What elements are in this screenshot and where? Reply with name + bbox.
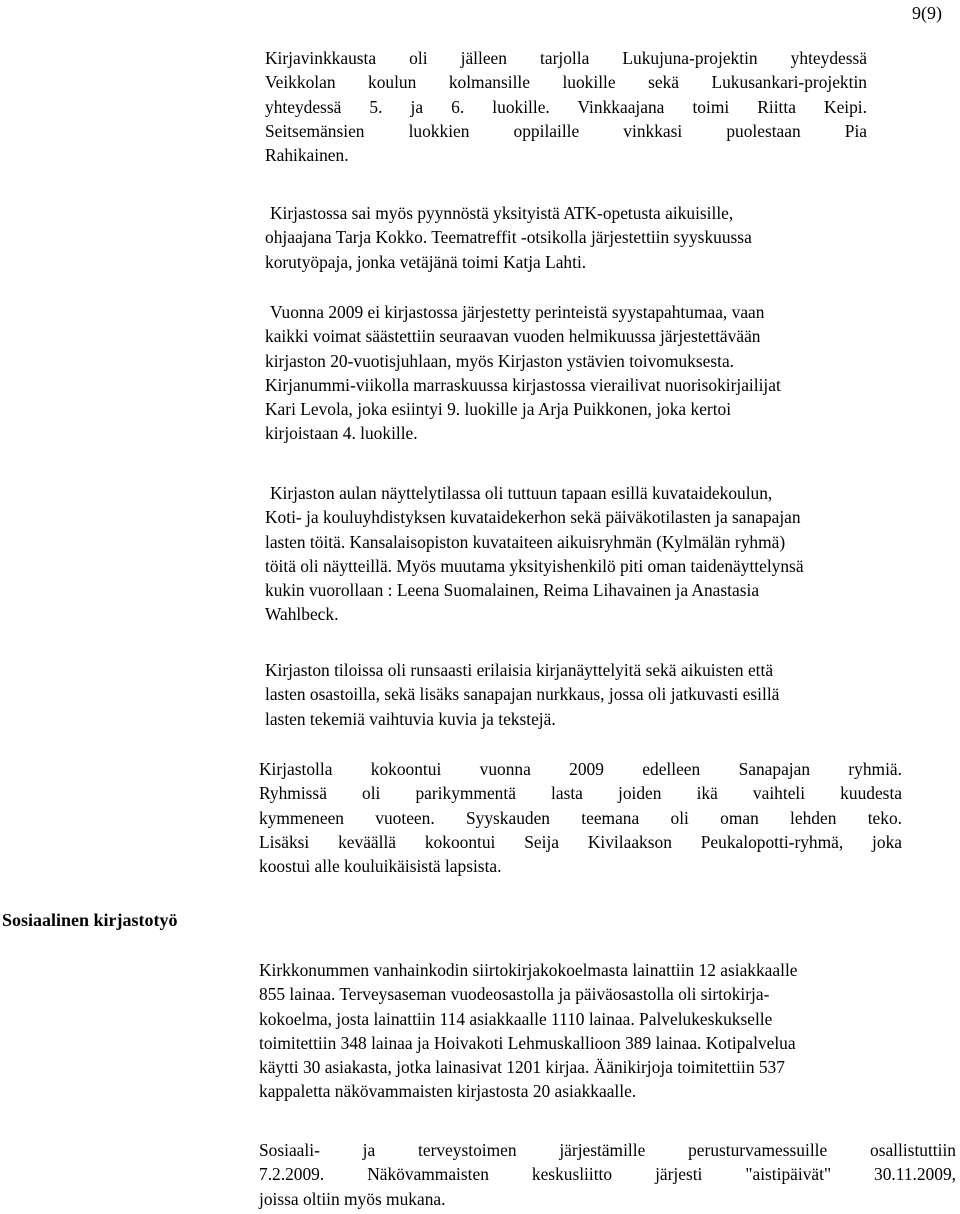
paragraph-line: 855 lainaa. Terveysaseman vuodeosastolla ja päiväosastolla oli sirtokirja-: [259, 984, 770, 1005]
paragraph-line: Kirjastossa sai myös pyynnöstä yksityistä ATK-opetusta aikuisille,: [270, 203, 734, 223]
paragraph-line: Vuonna 2009 ei kirjastossa järjestetty perinteistä syystapahtumaa, vaan: [270, 302, 765, 322]
paragraph-line: yhteydessä 5. ja 6. luokille. Vinkkaajana toimi Riitta Keipi.: [265, 96, 867, 117]
paragraph-line: käytti 30 asiakasta, jotka lainasivat 1201 kirjaa. Äänikirjoja toimitettiin 537: [259, 1057, 785, 1078]
paragraph-line: ohjaajana Tarja Kokko. Teematreffit -otsikolla järjestettiin syyskuussa: [265, 227, 752, 248]
paragraph-anniversary: [265, 300, 955, 446]
paragraph-line: lasten töitä. Kansalaisopiston kuvataiteen aikuisryhmän (Kylmälän ryhmä): [265, 531, 786, 552]
paragraph-wordshop-groups: [259, 757, 902, 878]
paragraph-book-displays: [265, 658, 955, 731]
paragraph-exhibitions: [265, 481, 955, 627]
paragraph-line: joissa oltiin myös mukana.: [259, 1188, 446, 1209]
paragraph-line: kirjoistaan 4. luokille.: [265, 423, 418, 444]
paragraph-line: Kirjastolla kokoontui vuonna 2009 edelleen Sanapajan ryhmiä.: [259, 759, 902, 779]
paragraph-line: Kirjanummi-viikolla marraskuussa kirjastossa vierailivat nuorisokirjailijat: [265, 374, 781, 395]
paragraph-line: Koti- ja kouluyhdistyksen kuvataidekerhon sekä päiväkotilasten ja sanapajan: [265, 507, 801, 528]
paragraph-line: 7.2.2009. Näkövammaisten keskusliitto järjesti "aistipäivät" 30.11.2009,: [259, 1164, 956, 1185]
paragraph-line: lasten osastoilla, sekä lisäks sanapajan nurkkaus, jossa oli jatkuvasti esillä: [265, 684, 780, 705]
page-number: 9(9): [912, 3, 942, 23]
paragraph-line: Wahlbeck.: [265, 604, 339, 625]
paragraph-line: töitä oli näytteillä. Myös muutama yksityishenkilö piti oman taidenäyttelynsä: [265, 555, 804, 576]
paragraph-line: Kirjavinkkausta oli jälleen tarjolla Lukujuna-projektin yhteydessä: [265, 48, 867, 68]
paragraph-line: kokoelma, josta lainattiin 114 asiakkaalle 1110 lainaa. Palvelukeskukselle: [259, 1008, 773, 1029]
paragraph-line: korutyöpaja, jonka vetäjänä toimi Katja Lahti.: [265, 251, 587, 272]
paragraph-events: [259, 1138, 956, 1211]
paragraph-line: toimitettiin 348 lainaa ja Hoivakoti Lehmuskallioon 389 lainaa. Kotipalvelua: [259, 1032, 796, 1053]
paragraph-line: kymmeneen vuoteen. Syyskauden teemana oli oman lehden teko.: [259, 807, 902, 828]
paragraph-line: Rahikainen.: [265, 145, 349, 166]
paragraph-line: koostui alle kouluikäisistä lapsista.: [259, 856, 502, 877]
paragraph-line: Sosiaali- ja terveystoimen järjestämille perusturvamessuille osallistuttiin: [259, 1140, 956, 1160]
paragraph-line: kappaletta näkövammaisten kirjastosta 20 asiakkaalle.: [259, 1081, 637, 1102]
paragraph-line: kaikki voimat säästettiin seuraavan vuoden helmikuussa järjestettävään: [265, 326, 761, 347]
paragraph-booktalking: [265, 46, 867, 167]
paragraph-it-training: [265, 201, 905, 274]
paragraph-line: Kirjaston aulan näyttelytilassa oli tuttuun tapaan esillä kuvataidekoulun,: [270, 483, 773, 503]
paragraph-line: Veikkolan koulun kolmansille luokille sekä Lukusankari-projektin: [265, 72, 867, 93]
paragraph-line: kukin vuorollaan : Leena Suomalainen, Reima Lihavainen ja Anastasia: [265, 580, 760, 601]
paragraph-line: Lisäksi keväällä kokoontui Seija Kivilaakson Peukalopotti-ryhmä, joka: [259, 831, 902, 852]
paragraph-line: Kari Levola, joka esiintyi 9. luokille ja Arja Puikkonen, joka kertoi: [265, 399, 732, 420]
paragraph-line: Ryhmissä oli parikymmentä lasta joiden ikä vaihteli kuudesta: [259, 783, 902, 804]
paragraph-line: kirjaston 20-vuotisjuhlaan, myös Kirjaston ystävien toivomuksesta.: [265, 350, 735, 371]
paragraph-line: Kirkkonummen vanhainkodin siirtokirjakokoelmasta lainattiin 12 asiakkaalle: [259, 960, 798, 980]
section-side-heading: Sosiaalinen kirjastotyö: [2, 910, 178, 930]
paragraph-line: Kirjaston tiloissa oli runsaasti erilaisia kirjanäyttelyitä sekä aikuisten että: [265, 660, 774, 680]
paragraph-line: lasten tekemiä vaihtuvia kuvia ja tekstejä.: [265, 708, 556, 729]
paragraph-outreach-loans: [259, 958, 954, 1104]
paragraph-line: Seitsemänsien luokkien oppilaille vinkkasi puolestaan Pia: [265, 120, 867, 141]
